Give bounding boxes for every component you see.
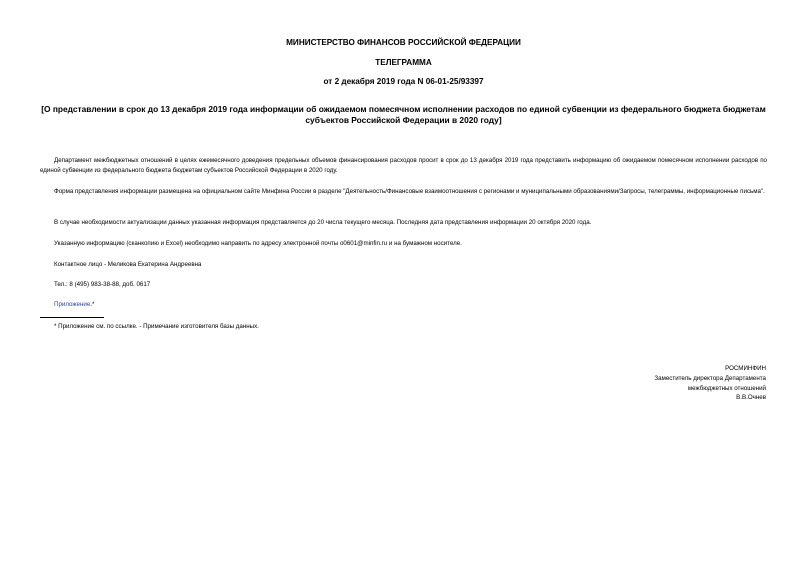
signature-position-line1: Заместитель директора Департамента [654,374,766,382]
body-paragraph-phone: Тел.: 8 (495) 983-38-88, доб. 0617 [54,281,151,288]
signature-block [654,364,766,403]
document-subject: [О представлении в срок до 13 декабря 2019 года информации об ожидаемом помесячном исполнении расходов по единой субвенции из федерального бюджета бюджетам субъектов Российской Федерации в 2020 году] [41,104,766,125]
document-type-heading: ТЕЛЕГРАММА [375,58,432,67]
signature-org: РОСМИНФИН [725,365,766,372]
document-date-number: от 2 декабря 2019 года N 06-01-25/93397 [323,77,484,86]
attachment-mark: .* [90,301,95,308]
signature-position-line2: межбюджетных отношений [687,384,766,392]
body-paragraph-email: Указанную информацию (сканкопию и Excel) необходимо направить по адресу электронной почты o0601@minfin.ru и на бумажном носителе. [54,240,462,247]
attachment-link[interactable]: Приложение [54,301,91,308]
body-paragraph-form-location: Форма представления информации размещена на официальном сайте Минфина России в разделе "Деятельность/Финансовые взаимоотношения с регионами и муниципальными образованиями/Запросы, телеграммы, информационные письма". [54,188,765,195]
body-paragraph-update: В случае необходимости актуализации данных указанная информация представляется до 20 числа текущего месяца. Последняя дата представления информации 20 октября 2020 года. [54,219,592,226]
footnote-divider [40,317,104,318]
attachment-line [40,300,767,310]
body-paragraph-request: Департамент межбюджетных отношений в целях ежемесячного доведения предельных объемов финансирования расходов просит в срок до 13 декабря 2019 года представить информацию об ожидаемом помесячном исполнении расходов по единой субвенции из федерального бюджета бюджетам субъектов Российской Федерации в 2020 году. [40,157,767,174]
ministry-heading: МИНИСТЕРСТВО ФИНАНСОВ РОССИЙСКОЙ ФЕДЕРАЦИИ [286,38,521,47]
footnote: * Приложение см. по ссылке. - Примечание изготовителя базы данных. [54,323,259,330]
signature-name: В.В.Очнев [736,394,766,402]
body-paragraph-contact-person: Контактное лицо - Меликова Екатерина Андреевна [54,261,202,268]
